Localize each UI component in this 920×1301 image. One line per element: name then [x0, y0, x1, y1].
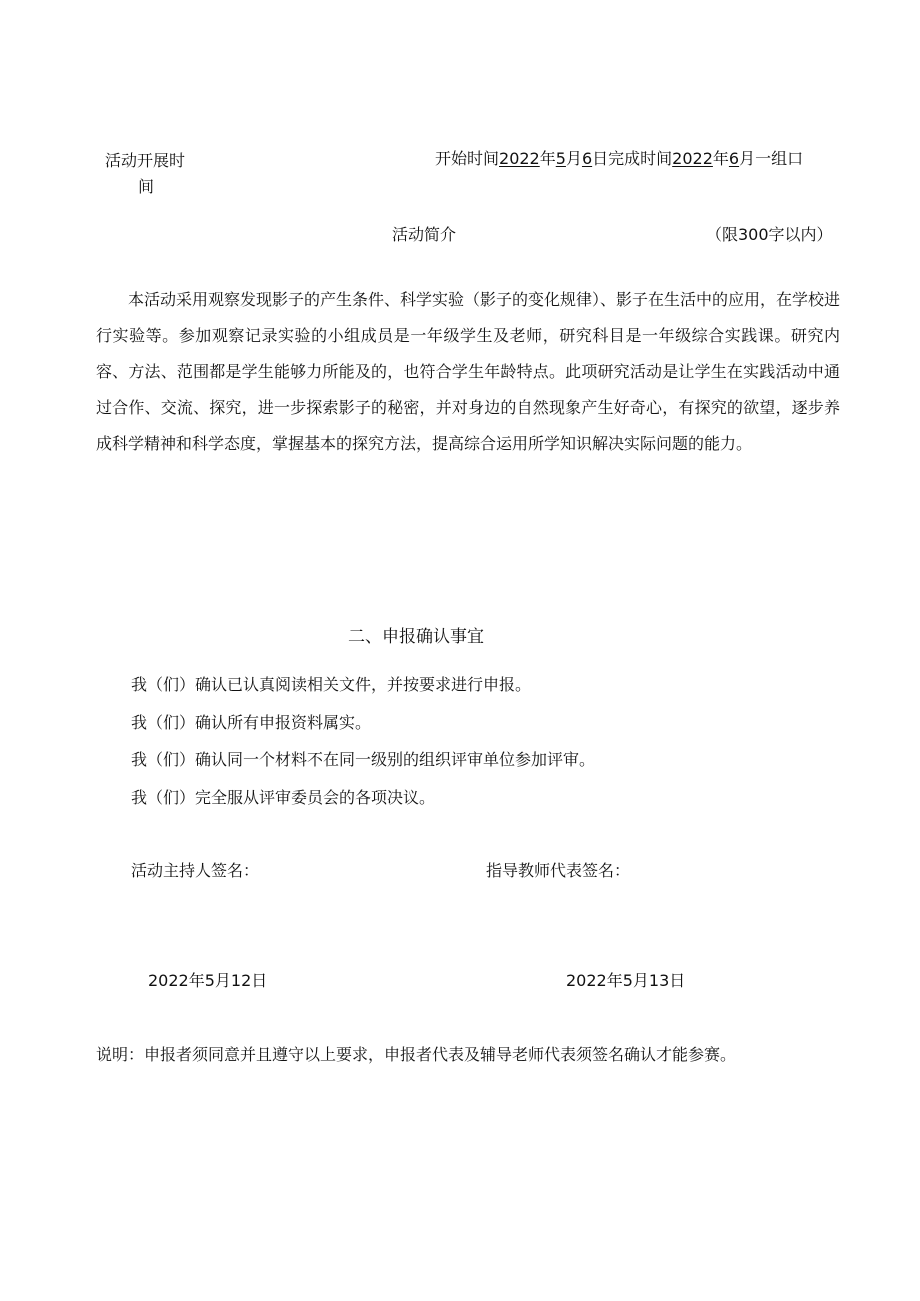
activity-time-range: [435, 146, 803, 169]
month-char: 月: [565, 149, 582, 168]
intro-body: 本活动采用观察发现影子的产生条件、科学实验（影子的变化规律）、影子在生活中的应用，在学校进行实验等。参加观察记录实验的小组成员是一年级学生及老师，研究科目是一年级综合实践课。研究内容、方法、范围都是学生能够力所能及的，也符合学生年龄特点。此项研究活动是让学生在实践活动中通过合作、交流、探究，进一步探索影子的秘密，并对身边的自然现象产生好奇心，有探究的欲望，逐步养成科学精神和科学态度，掌握基本的探究方法，提高综合运用所学知识解决实际问题的能力。: [96, 290, 841, 453]
year-char: 年: [539, 149, 556, 168]
start-year: 2022: [499, 149, 540, 168]
intro-title: 活动简介: [392, 225, 457, 244]
confirm-item: 我（们）确认所有申报资料属实。: [131, 713, 372, 732]
activity-time-label-line1: 活动开展时: [105, 151, 186, 170]
end-month: 6: [728, 149, 740, 168]
end-year-char: 年: [712, 149, 729, 168]
host-date: 2022年5月12日: [148, 971, 268, 990]
confirm-item: 我（们）确认已认真阅读相关文件，并按要求进行申报。: [131, 675, 532, 694]
host-signature-label: 活动主持人签名：: [131, 861, 260, 880]
section-title: 二、申报确认事宜: [348, 627, 484, 647]
confirm-item: 我（们）完全服从评审委员会的各项决议。: [131, 788, 436, 807]
footnote: 说明：申报者须同意并且遵守以上要求，申报者代表及辅导老师代表须签名确认才能参赛。: [96, 1045, 737, 1064]
teacher-signature-label: 指导教师代表签名：: [486, 861, 631, 880]
day-char: 日: [592, 149, 609, 168]
start-month: 5: [555, 149, 566, 168]
start-day: 6: [581, 149, 593, 168]
start-label: 开始时间: [435, 149, 500, 168]
intro-limit: （限300字以内）: [706, 225, 833, 244]
teacher-date: 2022年5月13日: [566, 971, 686, 990]
end-tail: 月一组口: [739, 149, 804, 168]
end-year: 2022: [672, 149, 713, 168]
activity-time-label-line2: 间: [138, 177, 155, 196]
end-label: 完成时间: [608, 149, 673, 168]
confirm-item: 我（们）确认同一个材料不在同一级别的组织评审单位参加评审。: [131, 750, 596, 769]
